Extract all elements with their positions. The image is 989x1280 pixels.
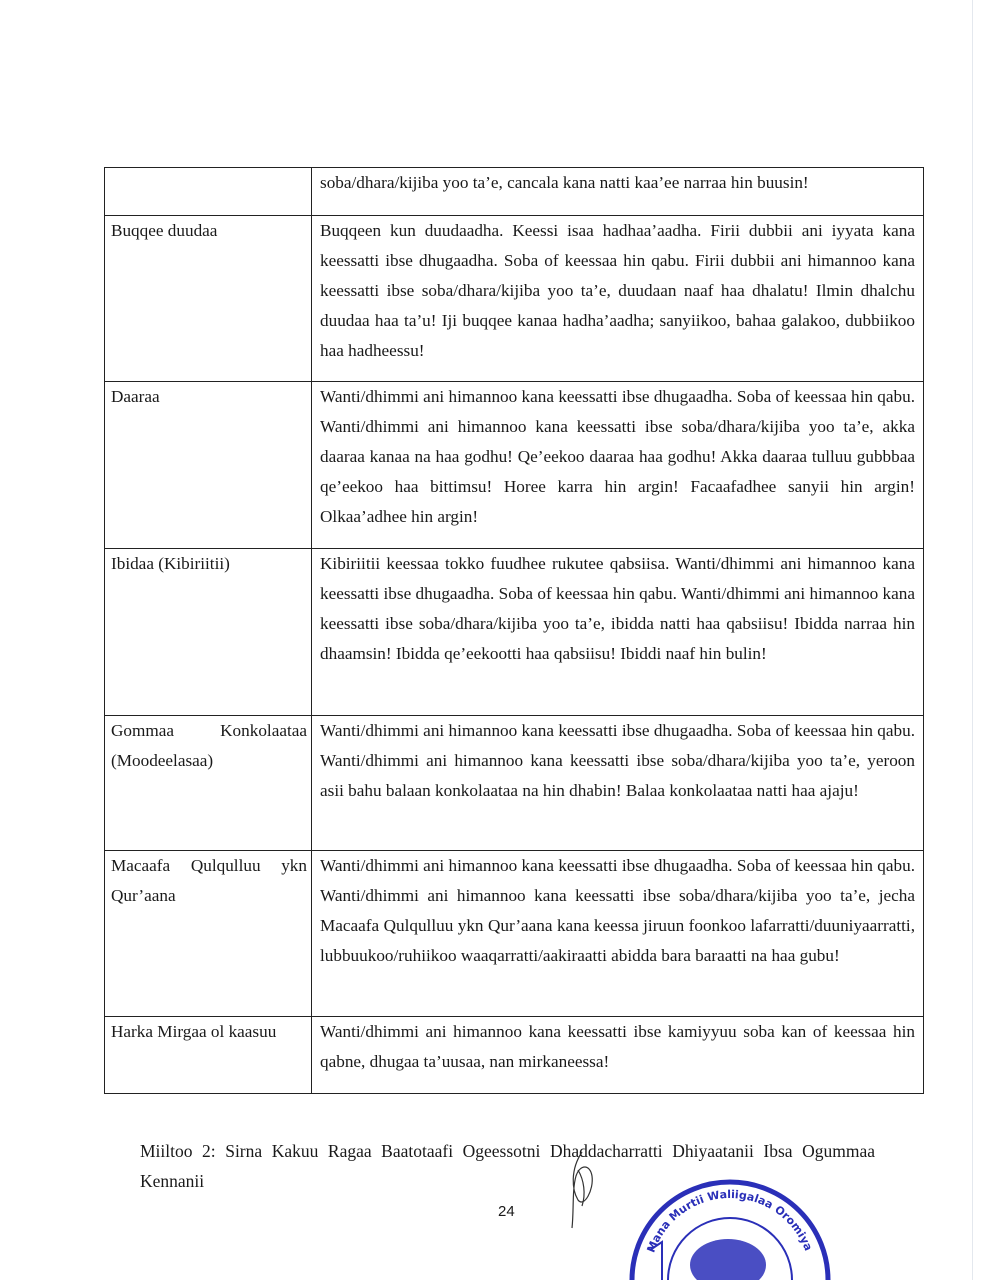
official-stamp <box>610 1160 850 1280</box>
table-row <box>105 168 924 216</box>
table-row <box>105 549 924 716</box>
description-cell: soba/dhara/kijiba yoo ta’e, cancala kana natti kaa’ee narraa hin buusin! <box>312 168 924 216</box>
description-cell: Wanti/dhimmi ani himannoo kana keessatti ibse kamiyyuu soba kan of keessaa hin qabne, dhugaa ta’uusaa, nan mirkaneessa! <box>312 1017 924 1094</box>
oath-table <box>104 167 924 1094</box>
scan-edge <box>972 0 973 1280</box>
figure-caption: Miiltoo 2: Sirna Kakuu Ragaa Baatotaafi Ogeessotni Dhaddacharratti Dhiyaatanii Ibsa Ogummaa Kennanii <box>140 1141 875 1191</box>
term-cell: Daaraa <box>105 382 312 549</box>
term-cell: Buqqee duudaa <box>105 216 312 382</box>
description-cell: Wanti/dhimmi ani himannoo kana keessatti ibse dhugaadha. Soba of keessaa hin qabu. Wanti/dhimmi ani himannoo kana keessatti ibse soba/dhara/kijiba yoo ta’e, jecha Macaafa Qulqulluu ykn Qur’aana kana keessa jiruun foonkoo lafarratti/duuniyaarratti, lubbuukoo/ruhiikoo waaqarratti/aakiraatti abidda bara baraatti na haa gubu! <box>312 851 924 1017</box>
table-row <box>105 382 924 549</box>
table-row <box>105 216 924 382</box>
term-cell: Gommaa Konkolaataa (Moodeelasaa) <box>105 716 312 851</box>
page-number: 24 <box>498 1203 515 1220</box>
table-row <box>105 851 924 1017</box>
table-row <box>105 1017 924 1094</box>
table-row <box>105 716 924 851</box>
description-cell: Wanti/dhimmi ani himannoo kana keessatti ibse dhugaadha. Soba of keessaa hin qabu. Wanti/dhimmi ani himannoo kana keessatti ibse soba/dhara/kijiba yoo ta’e, akka daaraa kanaa na haa godhu! Qe’eekoo daaraa haa godhu! Akka daaraa tulluu gubbbaa qe’eekoo haa bittimsu! Horee karra hin argin! Facaafadhee sanyii hin argin! Olkaa’adhee hin argin! <box>312 382 924 549</box>
term-cell: Harka Mirgaa ol kaasuu <box>105 1017 312 1094</box>
term-cell: Macaafa Qulqulluu ykn Qur’aana <box>105 851 312 1017</box>
term-cell: Ibidaa (Kibiriitii) <box>105 549 312 716</box>
term-cell <box>105 168 312 216</box>
description-cell: Wanti/dhimmi ani himannoo kana keessatti ibse dhugaadha. Soba of keessaa hin qabu. Wanti/dhimmi ani himannoo kana keessatti ibse soba/dhara/kijiba yoo ta’e, yeroon asii bahu balaan konkolaataa na hin dhabin! Balaa konkolaataa natti haa ajaju! <box>312 716 924 851</box>
stamp-text: Mana Murtii Waliigalaa Oromiya <box>644 1187 815 1255</box>
description-cell: Kibiriitii keessaa tokko fuudhee rukutee qabsiisa. Wanti/dhimmi ani himannoo kana keessatti ibse dhugaadha. Soba of keessaa hin qabu. Wanti/dhimmi ani himannoo kana keessatti ibse soba/dhara/kijiba yoo ta’e, ibidda natti haa qabsiisu! Ibidda narraa hin dhaamsin! Ibidda qe’eekootti haa qabsiisu! Ibiddi naaf hin bulin! <box>312 549 924 716</box>
description-cell: Buqqeen kun duudaadha. Keessi isaa hadhaa’aadha. Firii dubbii ani iyyata kana keessatti ibse dhugaadha. Soba of keessaa hin qabu. Firii dubbii ani himannoo kana keessatti ibse soba/dhara/kijiba yoo ta’e, duudaan naaf haa dhalatu! Ilmin dhalchu duudaa haa ta’u! Iji buqqee kanaa hadha’aadha; sanyiikoo, bahaa galakoo, dubbiikoo haa hadheessu! <box>312 216 924 382</box>
signature-icon <box>560 1150 610 1230</box>
